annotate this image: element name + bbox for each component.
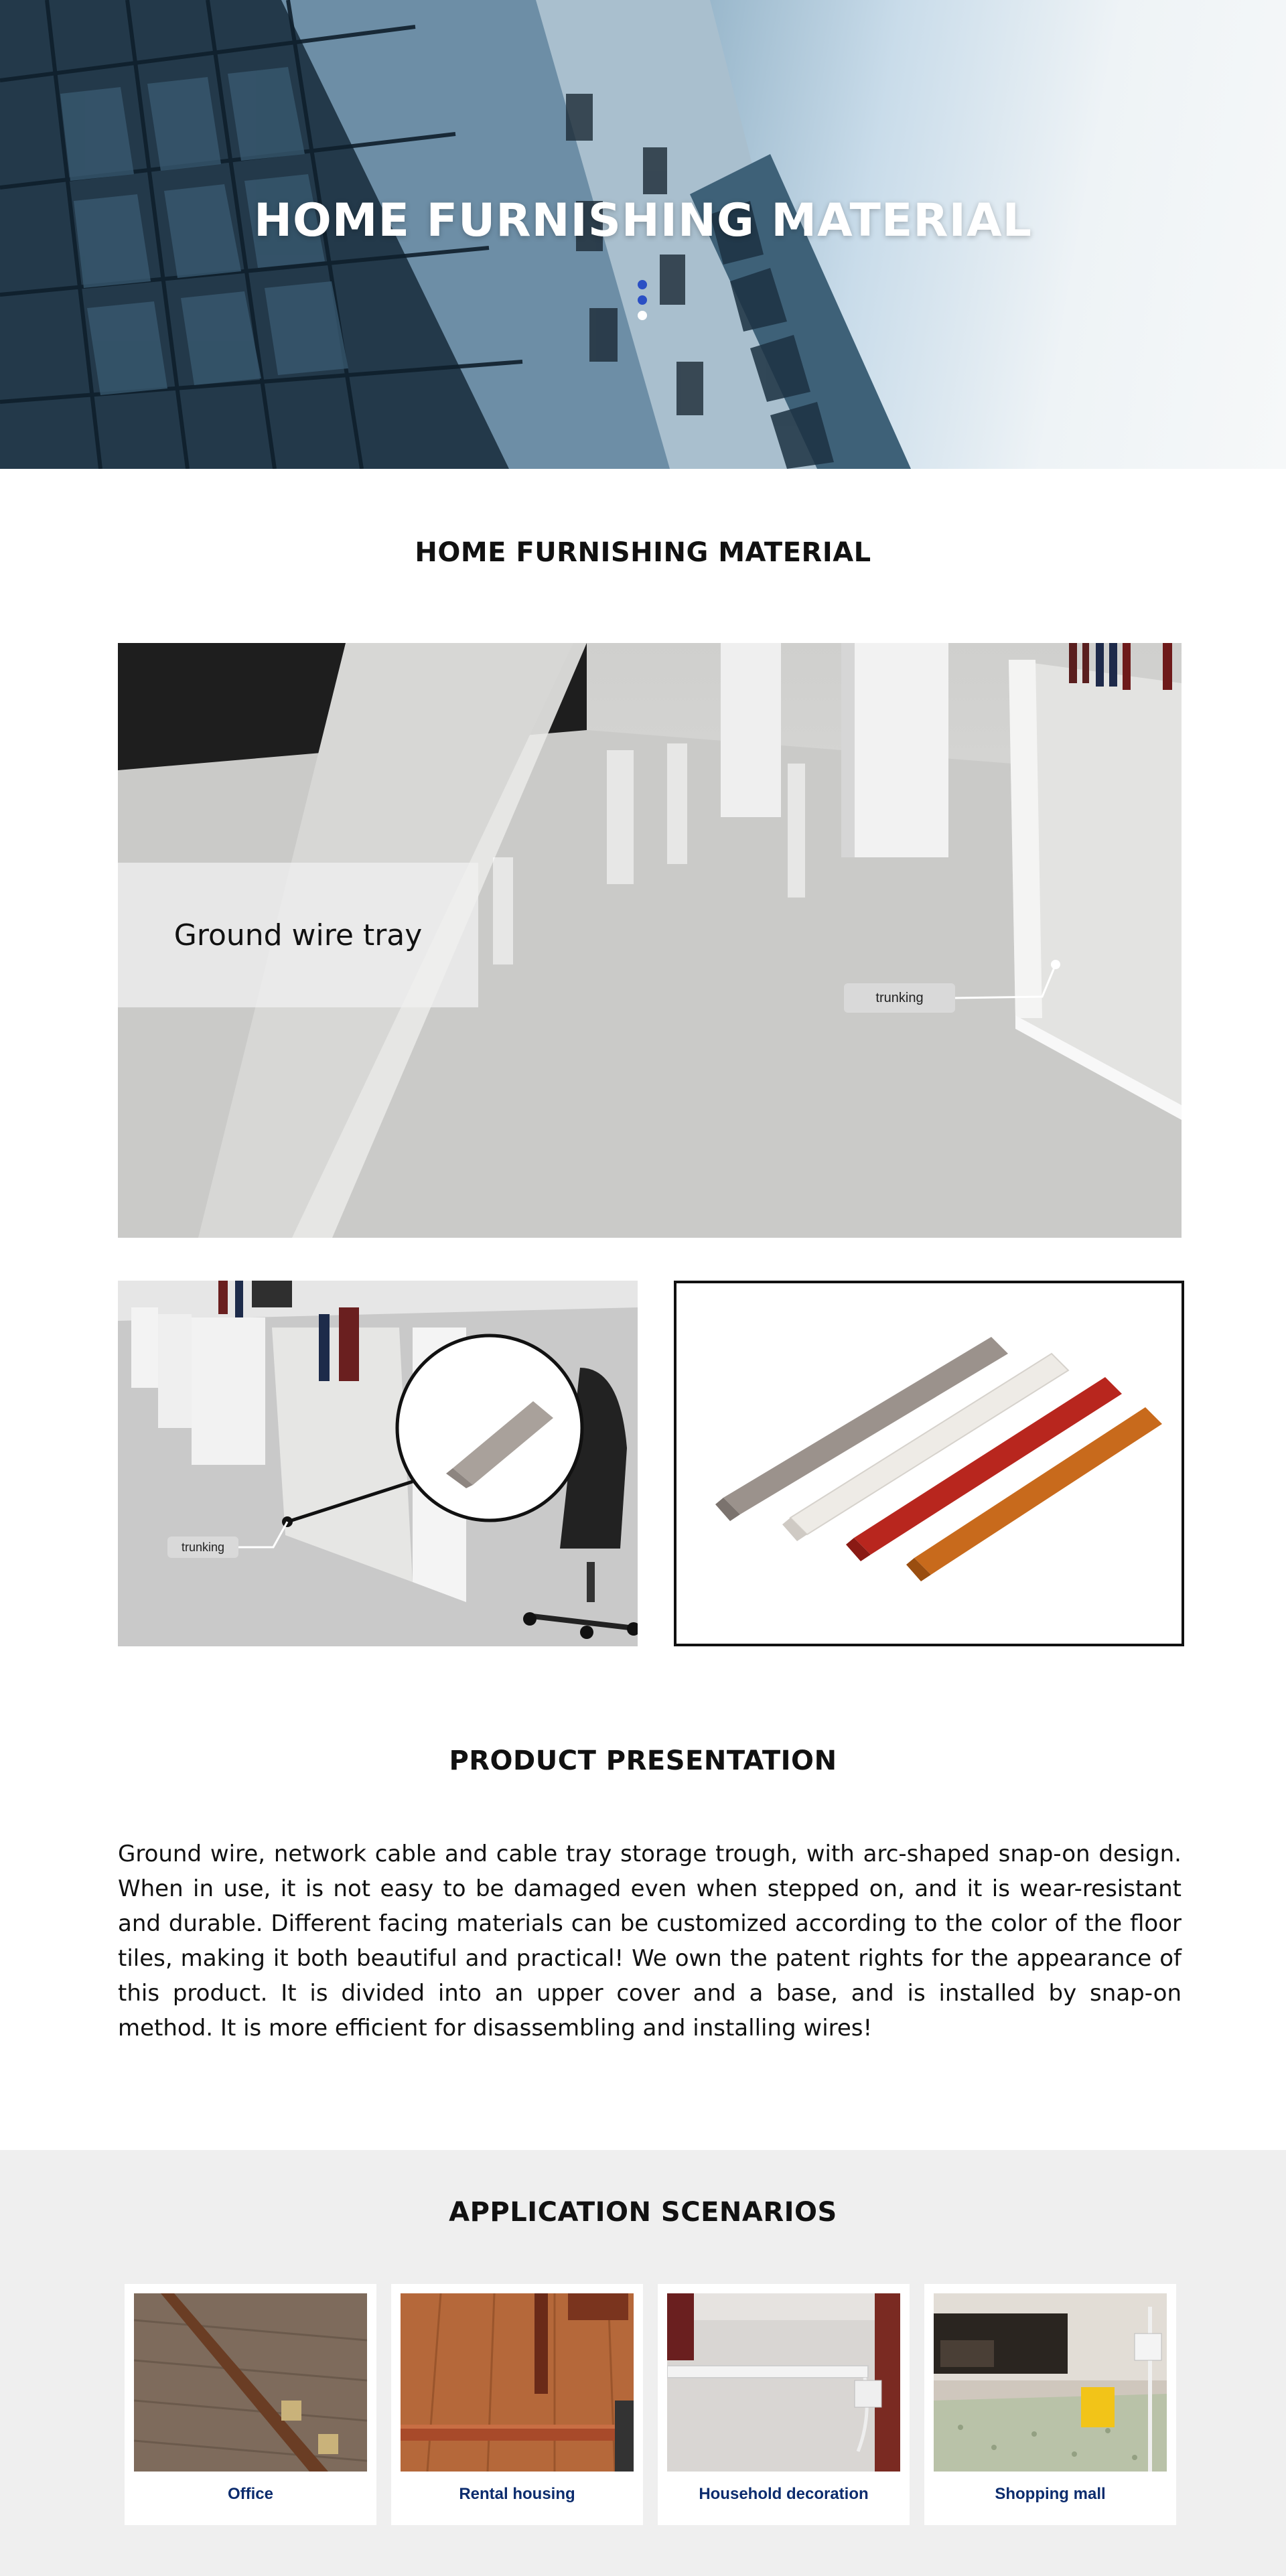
slider-dot-1[interactable] — [638, 280, 647, 289]
trunking-colors-illustration — [676, 1283, 1182, 1644]
trunking-callout: trunking — [844, 983, 955, 1013]
slider-dot-3[interactable] — [638, 311, 647, 320]
ground-wire-tray-label: Ground wire tray — [173, 918, 423, 952]
product-description: Ground wire, network cable and cable tray storage trough, with arc-shaped snap-on design. When in use, it is not easy to be damaged even when stepped on, and it is wear-resistant and durable. Different facing materials can be customized according to the color of the floor tiles, making it both beautiful and practical! We own the patent rights for the appearance of this product. It is divided into an upper cover and a base, and is installed by snap-on method. It is more efficient for disassembling and installing wires! — [118, 1841, 1182, 2042]
scenario-thumb-household-decoration — [667, 2293, 900, 2472]
scenario-card-rental-housing[interactable] — [391, 2284, 643, 2525]
slider-dot-2[interactable] — [638, 295, 647, 305]
trunking-detail-photo — [118, 1281, 638, 1646]
scenario-card-household-decoration[interactable] — [658, 2284, 910, 2525]
section-title-home: HOME FURNISHING MATERIAL — [415, 537, 871, 568]
hero-banner — [0, 0, 1286, 469]
scenario-label: Household decoration — [699, 2485, 869, 2503]
scenario-thumb-office — [134, 2293, 367, 2472]
scenario-thumb-rental-housing — [401, 2293, 634, 2472]
scenario-card-shopping-mall[interactable] — [924, 2284, 1176, 2525]
hero-title: HOME FURNISHING MATERIAL — [254, 194, 1032, 247]
scenario-label: Shopping mall — [995, 2485, 1106, 2503]
office-cabinet-illustration — [118, 1281, 638, 1646]
ground-wire-tray-overlay — [118, 863, 478, 1007]
slider-dots — [638, 280, 648, 326]
scenario-thumb-shopping-mall — [934, 2293, 1167, 2472]
section-title-apps: APPLICATION SCENARIOS — [449, 2197, 837, 2228]
scenario-card-office[interactable] — [125, 2284, 376, 2525]
trunking-callout-detail: trunking — [167, 1536, 238, 1558]
scenario-label: Rental housing — [459, 2485, 575, 2503]
scenario-label: Office — [227, 2485, 273, 2503]
section-title-product: PRODUCT PRESENTATION — [449, 1745, 837, 1776]
trunking-product-photo — [674, 1281, 1184, 1646]
ground-wire-tray-photo — [118, 643, 1182, 1238]
